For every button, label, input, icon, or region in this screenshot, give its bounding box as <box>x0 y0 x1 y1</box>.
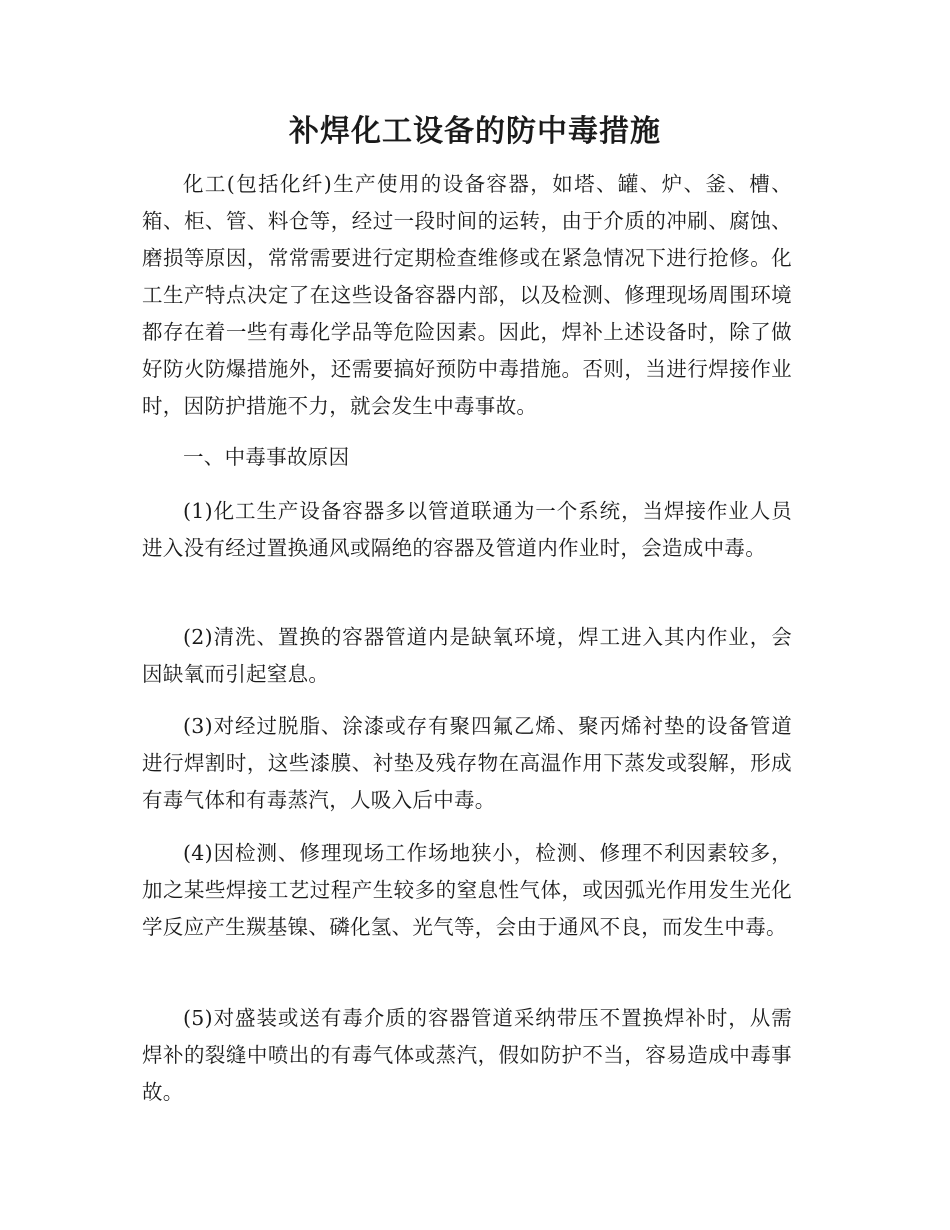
cause-item-5: (5)对盛装或送有毒介质的容器管道采纳带压不置换焊补时，从需焊补的裂缝中喷出的有毒气体或蒸汽，假如防护不当，容易造成中毒事故。 <box>142 1006 792 1104</box>
cause-item-3: (3)对经过脱脂、涂漆或存有聚四氟乙烯、聚丙烯衬垫的设备管道进行焊割时，这些漆膜、衬垫及残存物在高温作用下蒸发或裂解，形成有毒气体和有毒蒸汽，人吸入后中毒。 <box>142 714 792 812</box>
cause-item-2: (2)清洗、置换的容器管道内是缺氧环境，焊工进入其内作业，会因缺氧而引起窒息。 <box>142 625 792 686</box>
cause-item-1: (1)化工生产设备容器多以管道联通为一个系统，当焊接作业人员进入没有经过置换通风或隔绝的容器及管道内作业时，会造成中毒。 <box>142 499 792 560</box>
intro-paragraph: 化工(包括化纤)生产使用的设备容器，如塔、罐、炉、釜、槽、箱、柜、管、料仓等，经过一段时间的运转，由于介质的冲刷、腐蚀、磨损等原因，常常需要进行定期检查维修或在紧急情况下进行抢修。化工生产特点决定了在这些设备容器内部，以及检测、修理现场周围环境都存在着一些有毒化学品等危险因素。因此，焊补上述设备时，除了做好防火防爆措施外，还需要搞好预防中毒措施。否则，当进行焊接作业时，因防护措施不力，就会发生中毒事故。 <box>142 172 792 418</box>
cause-item-4: (4)因检测、修理现场工作场地狭小，检测、修理不利因素较多，加之某些焊接工艺过程产生较多的窒息性气体，或因弧光作用发生光化学反应产生羰基镍、磷化氢、光气等，会由于通风不良，而发生中毒。 <box>142 841 792 939</box>
document-title: 补焊化工设备的防中毒措施 <box>289 114 661 149</box>
section-heading: 一、中毒事故原因 <box>183 445 350 469</box>
